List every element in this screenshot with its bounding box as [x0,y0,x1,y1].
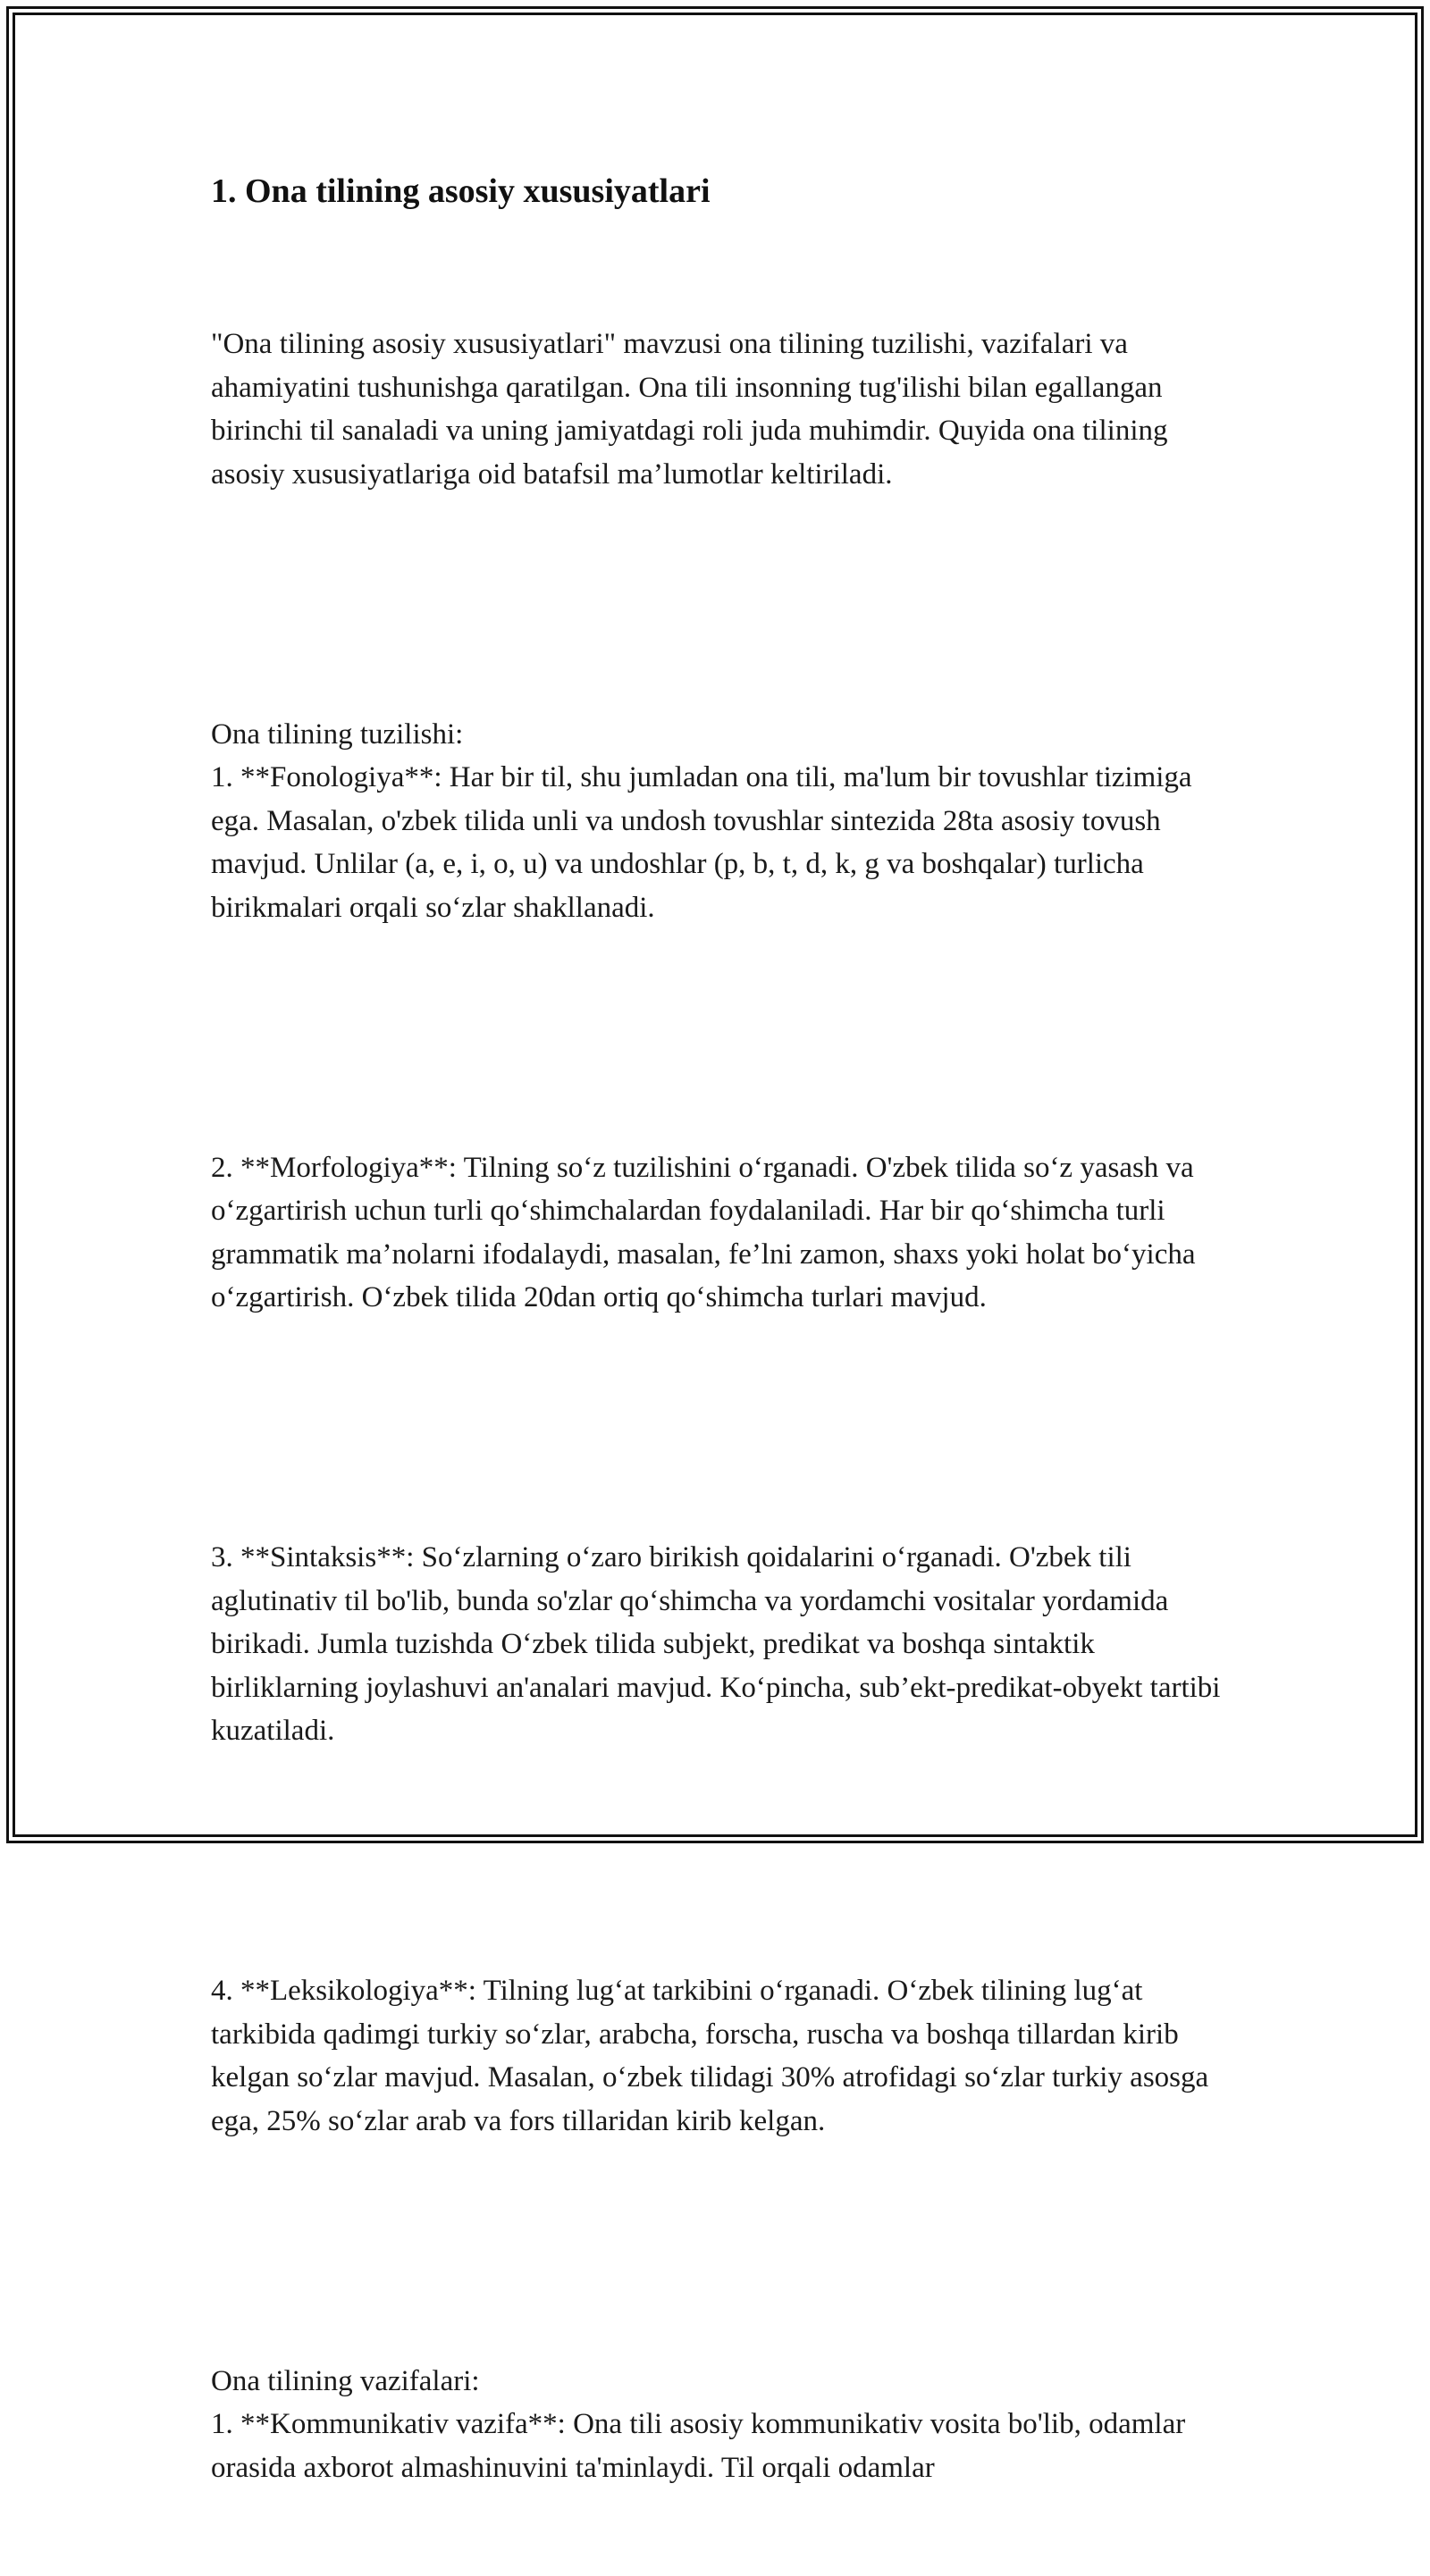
page-title: 1. Ona tilining asosiy xususiyatlari [211,172,711,210]
document-body [211,166,1230,2576]
paragraph-gap [211,1016,1230,1060]
paragraph-sintaksis: 3. **Sintaksis**: So‘zlarning o‘zaro birikish qoidalarini o‘rganadi. O'zbek tili aglutinativ til bo'lib, bunda so'zlar qo‘shimcha va yordamchi vositalar yordamida birikadi. Jumla tuzishda O‘zbek tilida subjekt, predikat va boshqa sintaktik birliklarning joylashuvi an'analari mavjud. Ko‘pincha, sub’ekt-predikat-obyekt tartibi kuzatiladi. [211,1541,1228,1747]
paragraph-intro: "Ona tilining asosiy xususiyatlari" mavzusi ona tilining tuzilishi, vazifalari va ahamiyatini tushunishga qaratilgan. Ona tili insonning tug'ilishi bilan egallangan birinchi til sanaladi va uning jamiyatdagi roli juda muhimdir. Quyida ona tilining asosiy xususiyatlariga oid batafsil ma’lumotlar keltiriladi. [211,328,1175,491]
paragraph-gap [211,1406,1230,1450]
document-text [211,236,1230,2576]
paragraph-leksikologiya: 4. **Leksikologiya**: Tilning lug‘at tarkibini o‘rganadi. O‘zbek tilining lug‘at tarkibida qadimgi turkiy so‘zlar, arabcha, forscha, ruscha va boshqa tillardan kirib kelgan so‘zlar mavjud. Masalan, o‘zbek tilidagi 30% atrofidagi so‘zlar turkiy asosga ega, 25% so‘zlar arab va fors tillaridan kirib kelgan. [211,1975,1216,2137]
paragraph-fonologiya: Ona tilining tuzilishi: 1. **Fonologiya**: Har bir til, shu jumladan ona tili, ma'lum bir tovushlar tizimiga ega. Masalan, o'zbek tilida unli va undosh tovushlar sintezida 28ta asosiy tovush mavjud. Unlilar (a, e, i, o, u) va undoshlar (p, b, t, d, k, g va boshqalar) turlicha birikmalari orqali so‘zlar shakllanadi. [211,717,1192,924]
paragraph-gap [211,2229,1230,2273]
paragraph-gap [211,1840,1230,1884]
paragraph-gap [211,583,1230,626]
paragraph-vazifalari: Ona tilining vazifalari: 1. **Kommunikativ vazifa**: Ona tili asosiy kommunikativ vosita bo'lib, odamlar orasida axborot almashinuvini ta'minlaydi. Til orqali odamlar [211,2364,1186,2484]
paragraph-morfologiya: 2. **Morfologiya**: Tilning so‘z tuzilishini o‘rganadi. O'zbek tilida so‘z yasash va o‘zgartirish uchun turli qo‘shimchalardan foydalaniladi. Har bir qo‘shimcha turli grammatik ma’nolarni ifodalaydi, masalan, fe’lni zamon, shaxs yoki holat bo‘yicha o‘zgartirish. O‘zbek tilida 20dan ortiq qo‘shimcha turlari mavjud. [211,1151,1203,1313]
